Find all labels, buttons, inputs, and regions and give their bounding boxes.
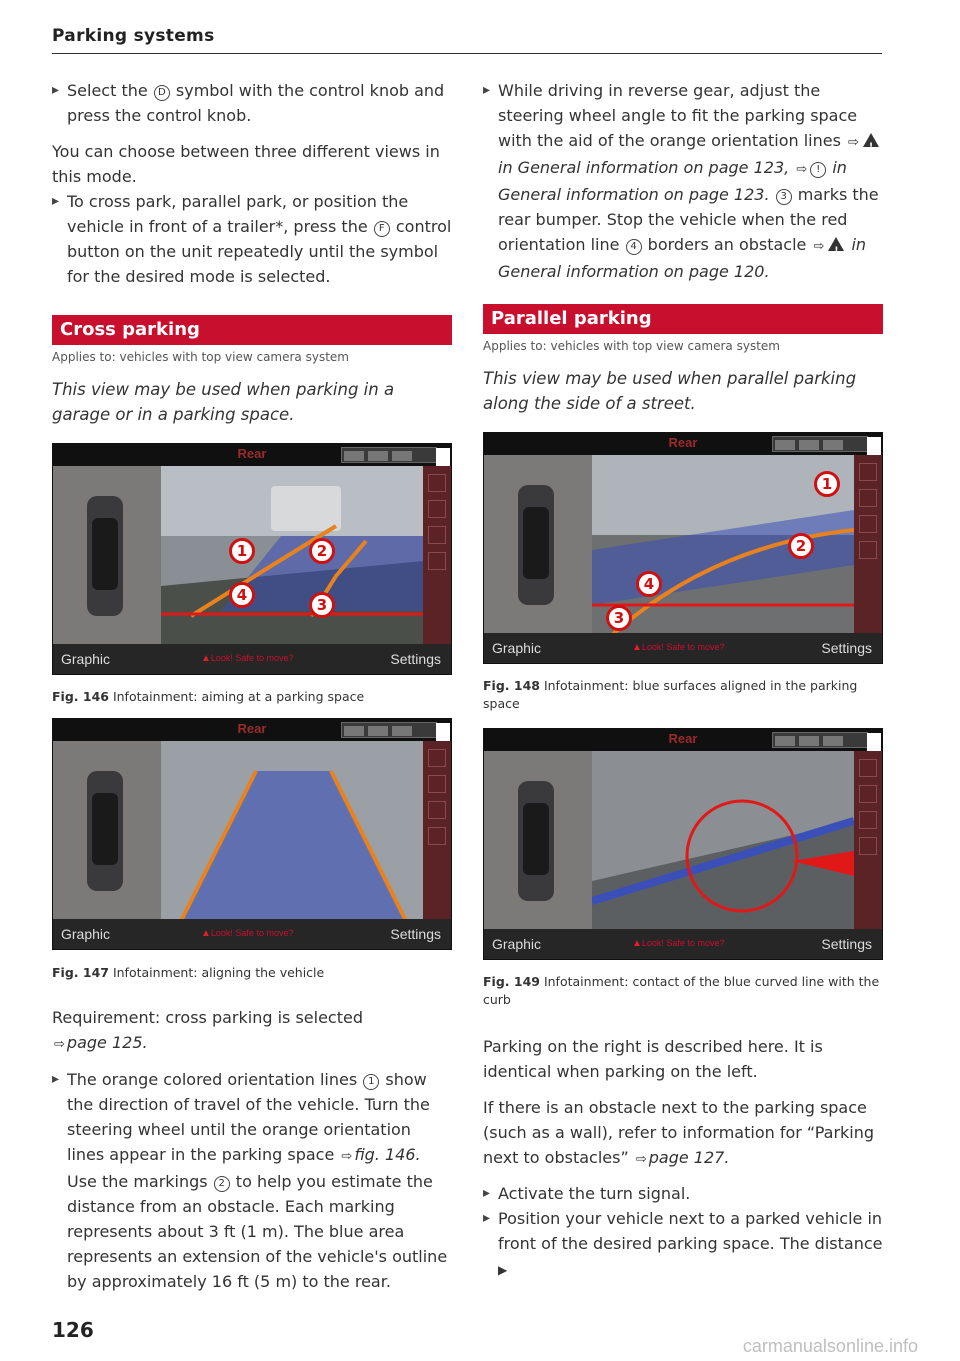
- rear-camera-view: [161, 741, 423, 921]
- top-view-panel: [53, 466, 161, 646]
- camera-overlay: [161, 466, 423, 646]
- screen-side-buttons: [423, 741, 451, 921]
- callout-ref-1: 1: [363, 1074, 379, 1090]
- right-side-paragraph: Parking on the right is described here. It is identical when parking on the left.: [483, 1037, 823, 1081]
- watermark: carmanualsonline.info: [742, 1336, 918, 1356]
- d-symbol-icon: D: [154, 85, 170, 101]
- cross-parking-applies: Applies to: vehicles with top view camera system: [52, 350, 349, 364]
- screen-status-icons: [772, 732, 868, 748]
- warning-icon: [863, 133, 879, 147]
- callout-ref-2: 2: [214, 1176, 230, 1192]
- screen-side-buttons: [854, 455, 882, 635]
- continue-arrow-icon: ▶: [498, 1263, 508, 1277]
- page-number: 126: [52, 1318, 94, 1342]
- figure-147-caption: Fig. 147 Infotainment: aligning the vehicle: [52, 965, 325, 980]
- screen-status-icons: [341, 722, 437, 738]
- screen-graphic-label: Graphic: [492, 936, 542, 952]
- callout-1: 1: [814, 471, 840, 497]
- car-top-view-icon: [87, 771, 123, 891]
- callout-3: 3: [606, 605, 632, 631]
- screen-settings-label: Settings: [821, 640, 872, 656]
- screen-warning-text: ▲ Look! Safe to move?: [201, 653, 293, 664]
- parallel-parking-lead: This view may be used when parallel parking along the side of a street.: [483, 369, 857, 413]
- figure-146: [52, 443, 452, 675]
- figure-149-caption: Fig. 149 Infotainment: contact of the blue curved line with the curb: [483, 974, 880, 1007]
- callout-2: 2: [788, 533, 814, 559]
- cross-parking-heading: Cross parking: [52, 315, 452, 345]
- orange-lines-instruction: ▸ The orange colored orientation lines 1 show the direction of travel of the vehicle. Turn the steering wheel until the orange orientation lines appear in the parking space ⇨ fig. 146. Use the markings 2 to help you estimate the distance from an obstacle. Each marking represents about 3 ft (1 m). The blue area represents an extension of the vehicle's outline by approximately 16 ft (5 m) to the rear.: [52, 1067, 452, 1294]
- requirement-text: Requirement: cross parking is selected ⇨ page 125.: [52, 1008, 363, 1052]
- rear-camera-view: [161, 466, 423, 646]
- screen-settings-label: Settings: [821, 936, 872, 952]
- screen-rear-label: Rear: [237, 446, 267, 461]
- figure-148-caption: Fig. 148 Infotainment: blue surfaces aligned in the parking space: [483, 678, 858, 711]
- callout-4: 4: [636, 571, 662, 597]
- callout-2: 2: [309, 538, 335, 564]
- screen-side-buttons: [423, 466, 451, 646]
- cross-parking-lead: This view may be used when parking in a garage or in a parking space.: [52, 380, 395, 424]
- screen-graphic-label: Graphic: [61, 651, 111, 667]
- screen-warning-text: ▲ Look! Safe to move?: [632, 938, 724, 949]
- page-header: [52, 26, 882, 54]
- screen-rear-label: Rear: [668, 731, 698, 746]
- figure-148: [483, 432, 883, 664]
- callout-ref-4: 4: [626, 239, 642, 255]
- screen-warning-text: ▲ Look! Safe to move?: [632, 642, 724, 653]
- views-paragraph: You can choose between three different views in this mode.: [52, 142, 440, 186]
- screen-side-buttons: [854, 751, 882, 931]
- parallel-parking-heading: Parallel parking: [483, 304, 883, 334]
- screen-settings-label: Settings: [390, 651, 441, 667]
- mode-instruction: ▸ To cross park, parallel park, or position the vehicle in front of a trailer*, press the F control button on the unit repeatedly until the symbol for the desired mode is selected.: [52, 189, 452, 289]
- car-top-view-icon: [518, 781, 554, 901]
- top-view-panel: [484, 751, 592, 931]
- obstacle-paragraph: If there is an obstacle next to the parking space (such as a wall), refer to information for “Parking next to obstacles” ⇨ page 127.: [483, 1098, 875, 1167]
- f-button-icon: F: [374, 221, 390, 237]
- figure-147: [52, 718, 452, 950]
- callout-1: 1: [229, 538, 255, 564]
- screen-settings-label: Settings: [390, 926, 441, 942]
- camera-overlay: [592, 751, 854, 931]
- section-header-title: Parking systems: [52, 26, 215, 46]
- turn-signal-instruction: ▸ Activate the turn signal.: [483, 1181, 883, 1206]
- callout-4: 4: [229, 582, 255, 608]
- screen-graphic-label: Graphic: [492, 640, 542, 656]
- top-view-panel: [53, 741, 161, 921]
- reverse-gear-instruction: ▸ While driving in reverse gear, adjust the steering wheel angle to fit the parking space with the aid of the orange orientation lines ⇨! in General information on page 123, ⇨ ! in General information on page 123. 3 marks the rear bumper. Stop the vehicle when the red orientation line 4 borders an obstacle ⇨! in General information on page 120.: [483, 78, 883, 284]
- screen-warning-text: ▲ Look! Safe to move?: [201, 928, 293, 939]
- camera-overlay: [161, 741, 423, 921]
- screen-rear-label: Rear: [237, 721, 267, 736]
- select-symbol-instruction: ▸ Select the D symbol with the control knob and press the control knob.: [52, 78, 452, 128]
- warning-icon: [828, 237, 844, 251]
- screen-status-icons: [341, 447, 437, 463]
- car-top-view-icon: [87, 496, 123, 616]
- top-view-panel: [484, 455, 592, 635]
- screen-rear-label: Rear: [668, 435, 698, 450]
- callout-ref-3: 3: [776, 189, 792, 205]
- figure-149: [483, 728, 883, 960]
- screen-status-icons: [772, 436, 868, 452]
- figure-146-caption: Fig. 146 Infotainment: aiming at a parking space: [52, 689, 365, 704]
- callout-3: 3: [309, 592, 335, 618]
- position-vehicle-instruction: ▸ Position your vehicle next to a parked vehicle in front of the desired parking space. The distance ▶: [483, 1206, 883, 1283]
- car-top-view-icon: [518, 485, 554, 605]
- note-icon: !: [810, 162, 826, 178]
- screen-graphic-label: Graphic: [61, 926, 111, 942]
- rear-camera-view: [592, 751, 854, 931]
- parallel-parking-applies: Applies to: vehicles with top view camera system: [483, 339, 780, 353]
